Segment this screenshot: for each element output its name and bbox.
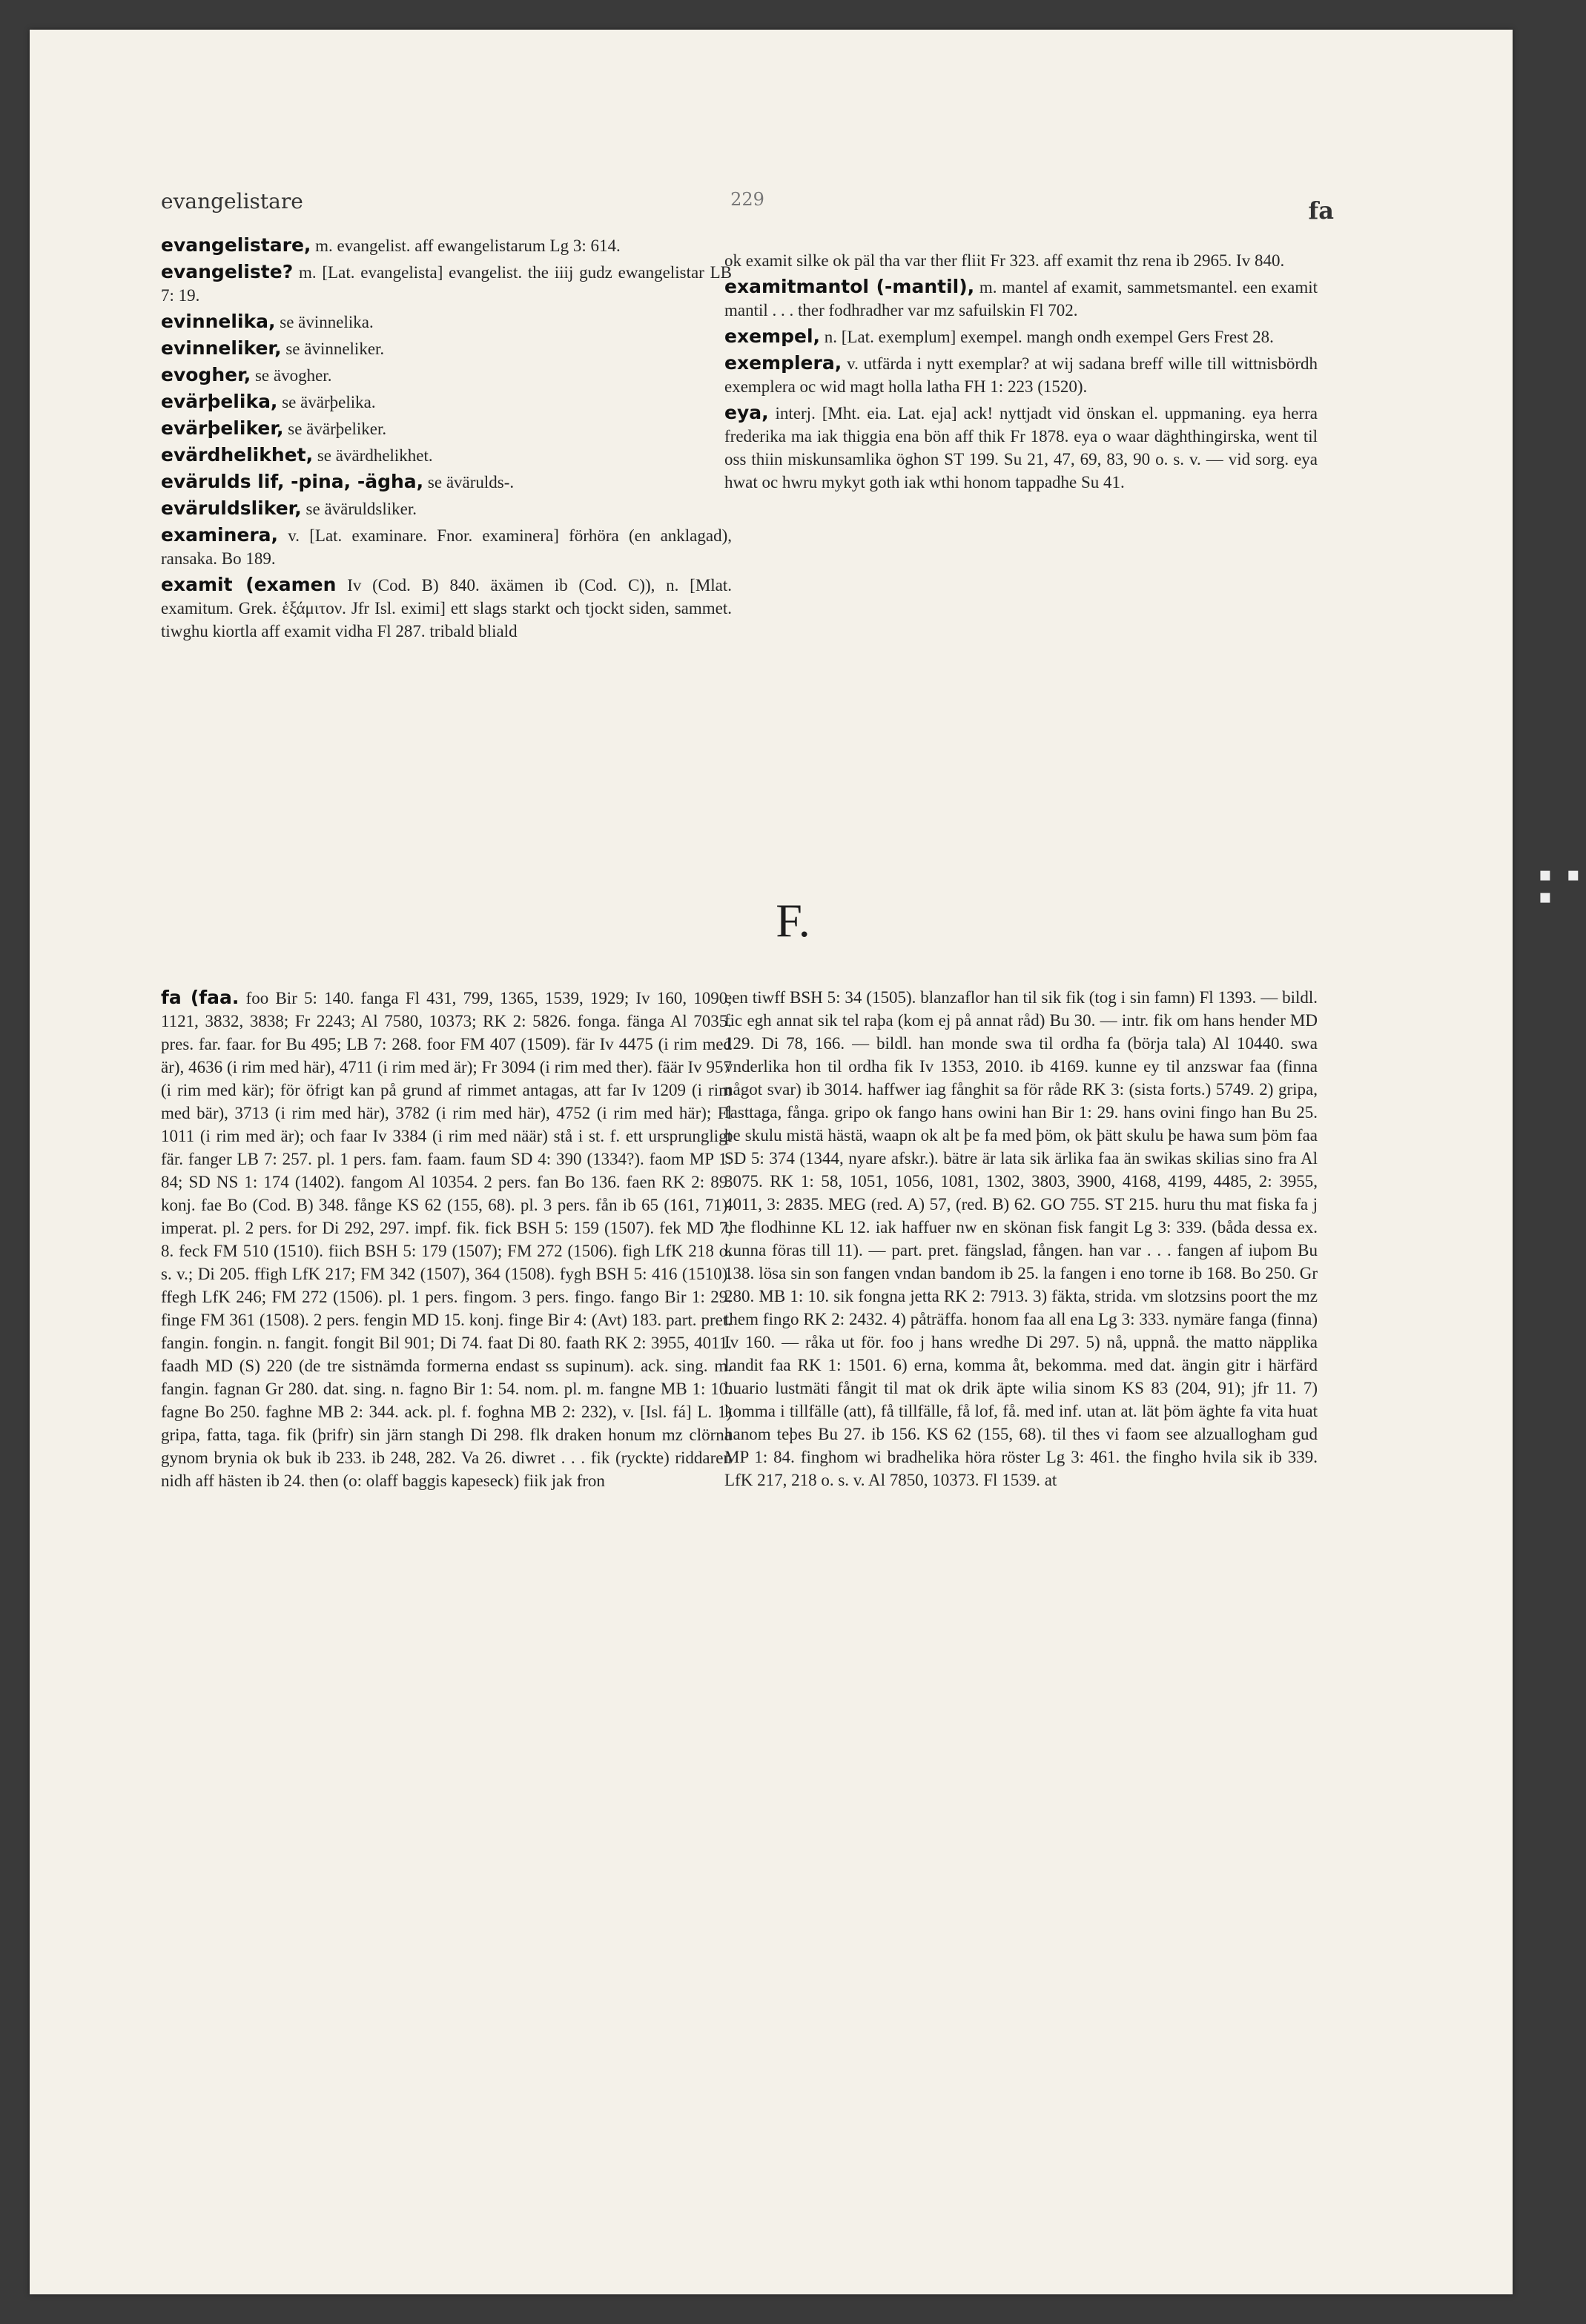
entry-headword: fa (faa.: [161, 987, 239, 1008]
entry-headword: exempel,: [724, 325, 821, 347]
entry: [161, 497, 732, 520]
entry-text: interj. [Mht. eia. Lat. eja] ack! nyttjadt vid önskan el. uppmaning. eya herra frederika ma iak thiggia ena bön aff thik Fr 1878. eya o waar däghthingirska, went til oss thiin miskunsamlika öghon ST 199. Su 21, 47, 69, 83, 90 o. s. v. — vid sorg. eya hwat oc hwru mykyt goth iak wthi honom tappadhe Su 41.: [724, 404, 1318, 491]
entry-headword: evärþeliker,: [161, 417, 284, 439]
entry-headword: evinnelika,: [161, 311, 276, 332]
entry-text: foo Bir 5: 140. fanga Fl 431, 799, 1365, 1539, 1929; Iv 160, 1090, 1121, 3832, 3838; Fr 2243; Al 7580, 10373; RK 2: 5826. fonga. fänga Al 7035. pres. far. faar. for Bu 495; LB 7: 268. foor FM 407 (1509). fär Iv 4475 (i rim med är), 4636 (i rim med här), 4711 (i rim med är); Fr 3094 (i rim med ther). fäär Iv 957 (i rim med kär); för öfrigt kan på grund af rimmet antagas, att far Iv 1209 (i rim med bär), 3713 (i rim med här), 3782 (i rim med här), 4752 (i rim med här); Fl 1011 (i rim med är); och faar Iv 3384 (i rim med näär) stå i st. f. ett ursprungligt fär. fanger LB 7: 257. pl. 1 pers. fam. faam. faum SD 4: 390 (1334?). faom MP 1: 84; SD NS 1: 174 (1402). fangom Al 10354. 2 pers. fan Bo 136. faen RK 2: 89. konj. fae Bo (Cod. B) 348. fånge KS 62 (155, 68). pl. 3 pers. fån ib 65 (161, 71). imperat. pl. 2 pers. for Di 292, 297. impf. fik. fick BSH 5: 159 (1507). fek MD 7, 8. feck FM 510 (1510). fiich BSH 5: 179 (1507); FM 272 (1506). figh LfK 218 o. s. v.; Di 205. ffigh LfK 217; FM 342 (1507), 364 (1508). fygh BSH 5: 416 (1510). ffegh LfK 246; FM 272 (1506). pl. 1 pers. fingom. 3 pers. fingo. fango Bir 1: 29. finge FM 361 (1508). 2 pers. fengin MD 15. konj. finge Bir 4: (Avt) 183. part. pret. fangin. fongin. n. fangit. fongit Bil 901; Di 74. faat Di 80. faath RK 2: 3955, 4011. faadh MD (S) 220 (de tre sistnämda formerna endast ss supinum). ack. sing. m. fangin. fagnan Gr 280. dat. sing. n. fagno Bir 1: 54. nom. pl. m. fangne MB 1: 10. fagne Bo 250. faghne MB 2: 344. ack. pl. f. foghna MB 2: 232), v. [Isl. fá] L. 1) gripa, fatta, taga. fik (þrifr) sin järn stangh Di 298. flk draken honum mz clörna gynom brynia ok buk ib 233. ib 248, 282. Va 26. diwret . . . fik (ryckte) riddaren nidh aff hästen ib 24. then (o: olaff baggis kapeseck) fiik jak fron: [161, 989, 733, 1490]
entry-text: se ävinnelika.: [280, 313, 374, 331]
running-head: [161, 182, 1334, 225]
edge-marks: ▪ ▪ ▪: [1539, 864, 1585, 908]
entry-text: Iv (Cod. B) 840. äxämen ib (Cod. C)), n. [Mlat. examitum. Grek. ἑξάμιτον. Jfr Isl. eximi] ett slags starkt och tjockt siden, sammet. tiwghu kiortla aff examit vidha Fl 287. tribald bliald: [161, 576, 733, 640]
entry: [724, 325, 1318, 348]
entry-headword: evärdhelikhet,: [161, 444, 314, 466]
entry-text: v. utfärda i nytt exemplar? at wij sadana breff wille till wittnisbördh exemplera oc wid magt holla latha FH 1: 223 (1520).: [724, 354, 1318, 396]
entry: [724, 275, 1318, 322]
entry-text: m. evangelist. aff ewangelistarum Lg 3: 614.: [315, 236, 621, 255]
entry: [161, 260, 732, 307]
entry: [161, 390, 732, 414]
running-head-right: fa: [1308, 196, 1334, 225]
entry: [161, 234, 732, 257]
entry-text: een tiwff BSH 5: 34 (1505). blanzaflor han til sik fik (tog i sin famn) Fl 1393. — bildl. fic egh annat sik tel raþa (kom ej på annat råd) Bu 30. — intr. fik om hans hender MD 129. Di 78, 166. — bildl. han monde swa til ordha fa (börja tala) Al 10440. swa vnderlika hon til ordha fik Iv 1353, 2010. ib 4169. kunne ey til anzswar faa (finna något svar) ib 3014. haffwer iag fånghit sa för råde RK 3: (sista forts.) 5749. 2) gripa, fasttaga, fånga. gripo ok fango hans owini han Bir 1: 29. hans ovini fingo han Bu 25. þe skulu mistä hästä, waapn ok alt þe fa med þöm, ok þätt skulu þe hawa sum þöm faa SD 5: 374 (1344, nyare afskr.). bätre är lata sik ärlika faa än swikas skilias sino fra Al 3075. RK 1: 58, 1051, 1056, 1081, 1302, 3803, 3900, 4168, 4199, 4485, 2: 3955, 4011, 3: 2835. MEG (red. A) 57, (red. B) 62. GO 755. ST 215. huru thu mat fiska fa j the flodhinne KL 12. iak haffuer nw en skönan fisk fangit Lg 3: 339. (båda dessa ex. kunna föras till 11). — part. pret. fängslad, fången. han var . . . fangen af iuþom Bu 138. lösa sin son fangen vndan bandom ib 25. la fangen i eno torne ib 168. Bo 250. Gr 280. MB 1: 10. sik fongna jetta RK 2: 7913. 3) fäkta, strida. vm slotzsins poort the mz them fingo RK 2: 2432. 4) påträffa. honom faa all ena Lg 3: 333. nymäre fanga (finna) Iv 160. — råka ut för. foo j hans wredhe Di 297. 5) nå, uppnå. the matto näpplika landit faa RK 1: 1501. 6) erna, komma åt, bekomma. med dat. ängin gitr i härfärd huario lustmäti fångit til mat ok drik äpte wilia sinom KS 83 (204, 91); jfr 11. 7) komma i tillfälle (att), få tillfälle, få lof, få. med inf. utan at. lät þöm äghte fa vita huat hanom teþes Bu 27. ib 156. KS 62 (155, 68). til thes vi faom see alzuallogham gud MP 1: 84. finghom wi bradhelika höra röster Lg 3: 461. the fingho hvila sik ib 339. LfK 217, 218 o. s. v. Al 7850, 10373. Fl 1539. at: [724, 988, 1318, 1489]
entry-headword: evärulds lif, -pina, -ägha,: [161, 471, 424, 492]
entry: [161, 986, 732, 1492]
page-number: 229: [730, 189, 764, 210]
entry-text: se ävärþelika.: [282, 393, 376, 411]
entry-text: ok examit silke ok päl tha var ther fliit Fr 323. aff examit thz rena ib 2965. Iv 840.: [724, 251, 1285, 270]
entry: [724, 351, 1318, 398]
entry-text: m. [Lat. evangelista] evangelist. the iiij gudz ewangelistar LB 7: 19.: [161, 263, 732, 305]
entry-headword: evärþelika,: [161, 391, 278, 412]
entry-headword: exemplera,: [724, 352, 842, 374]
entry-text: se ävinneliker.: [285, 340, 385, 358]
entry: [161, 363, 732, 387]
entry: [161, 573, 732, 643]
entry-text: v. [Lat. examinare. Fnor. examinera] förhöra (en anklagad), ransaka. Bo 189.: [161, 526, 733, 568]
running-head-left: evangelistare: [161, 189, 303, 213]
entry-headword: examitmantol (-mantil),: [724, 276, 975, 297]
entry-text: se äväruldsliker.: [305, 500, 417, 518]
entry-text: se ävogher.: [254, 366, 332, 385]
entry-headword: evinneliker,: [161, 337, 282, 359]
entry-headword: eväruldsliker,: [161, 497, 302, 519]
entry-text: n. [Lat. exemplum] exempel. mangh ondh exempel Gers Frest 28.: [824, 328, 1274, 346]
entry: [724, 401, 1318, 494]
entry-continuation: [724, 986, 1318, 1492]
entry: [161, 443, 732, 467]
entry-headword: evangelistare,: [161, 234, 311, 256]
entry-headword: examinera,: [161, 524, 279, 546]
upper-left-column: [161, 234, 732, 782]
entry-text: m. mantel af examit, sammetsmantel. een examit mantil . . . ther fodhradher var mz safuilskin Fl 702.: [724, 278, 1318, 320]
entry-headword: evogher,: [161, 364, 251, 385]
entry-text: se ävärþeliker.: [288, 420, 387, 438]
entry-headword: eya,: [724, 402, 769, 423]
entry: [161, 310, 732, 334]
lower-right-column: [724, 986, 1318, 2053]
entry: [161, 470, 732, 494]
entry: [161, 337, 732, 360]
entry: [161, 417, 732, 440]
lower-left-column: [161, 986, 732, 2053]
entry-text: se ävärdhelikhet.: [317, 446, 433, 465]
section-letter-heading: F.: [776, 894, 810, 947]
upper-right-column: [724, 248, 1318, 782]
entry-headword: examit (examen: [161, 574, 337, 595]
entry-headword: evangeliste?: [161, 261, 294, 282]
entry: [161, 523, 732, 570]
entry: [724, 248, 1318, 272]
entry-text: se ävärulds-.: [427, 473, 515, 491]
